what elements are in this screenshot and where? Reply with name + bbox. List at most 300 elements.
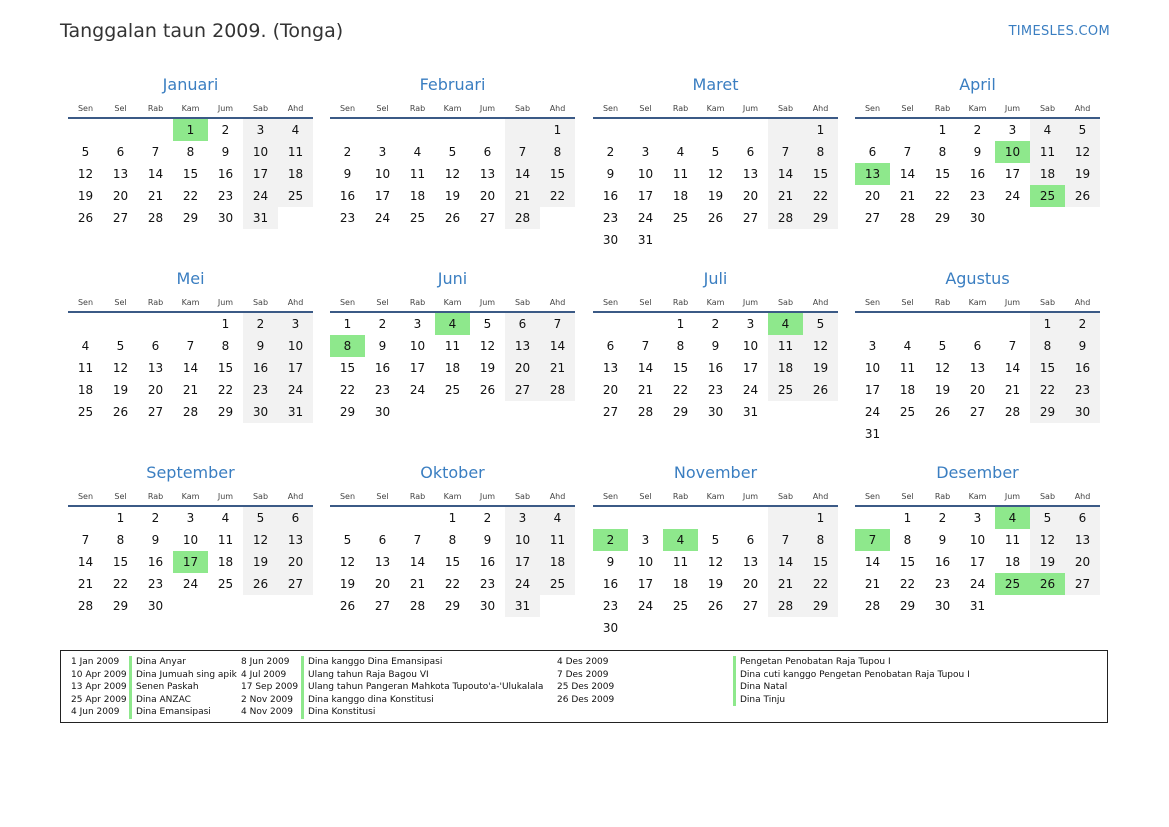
holiday-day-cell: 4 [435, 313, 470, 335]
legend-date: 2 Nov 2009 [241, 694, 293, 705]
day-cell: 20 [479, 189, 496, 203]
day-cell: 6 [746, 533, 755, 547]
week-row [593, 119, 838, 141]
day-cell: 17 [505, 551, 540, 573]
day-cell: 4 [221, 511, 230, 525]
empty-cell [173, 595, 208, 617]
weekday-label: Rab [672, 104, 689, 113]
day-cell: 9 [221, 145, 230, 159]
day-cell: 4 [413, 145, 422, 159]
day-cell: 31 [864, 427, 881, 441]
day-cell: 8 [116, 533, 125, 547]
day-cell: 13 [147, 361, 164, 375]
weekday-label: Sel [639, 104, 652, 113]
legend-date: 4 Des 2009 [557, 657, 609, 667]
weekday-label: Jum [479, 298, 496, 307]
legend-date: 25 Apr 2009 [71, 694, 127, 705]
day-cell: 14 [182, 361, 199, 375]
day-cell: 23 [374, 383, 391, 397]
day-cell: 9 [973, 145, 982, 159]
empty-cell [1065, 423, 1100, 445]
empty-cell [68, 119, 103, 141]
weekday-label: Jum [742, 104, 759, 113]
day-cell: 25 [540, 573, 575, 595]
day-cell: 17 [969, 555, 986, 569]
day-cell: 6 [505, 313, 540, 335]
day-cell: 14 [899, 167, 916, 181]
day-cell: 27 [1065, 573, 1100, 595]
day-cell: 10 [278, 335, 313, 357]
day-cell: 20 [147, 383, 164, 397]
day-cell: 6 [116, 145, 125, 159]
weekday-label: Sab [514, 492, 531, 501]
empty-cell [173, 313, 208, 335]
day-cell: 6 [151, 339, 160, 353]
day-cell: 11 [278, 141, 313, 163]
weekday-label: Sen [864, 298, 881, 307]
day-cell: 5 [343, 533, 352, 547]
day-cell: 12 [339, 555, 356, 569]
weekday-label: Sel [639, 492, 652, 501]
day-cell: 21 [768, 573, 803, 595]
day-cell: 22 [672, 383, 689, 397]
empty-cell [365, 507, 400, 529]
weekday-label: Sel [639, 298, 652, 307]
day-cell: 20 [278, 551, 313, 573]
day-cell: 9 [1065, 335, 1100, 357]
day-cell: 16 [707, 361, 724, 375]
day-cell: 29 [339, 405, 356, 419]
day-cell: 8 [803, 141, 838, 163]
empty-cell [855, 313, 890, 335]
day-cell: 13 [742, 167, 759, 181]
legend-names-col3 [733, 656, 1070, 706]
day-cell: 13 [602, 361, 619, 375]
empty-cell [663, 507, 698, 529]
day-cell: 26 [339, 599, 356, 613]
day-cell: 30 [1065, 401, 1100, 423]
holiday-day-cell: 25 [995, 573, 1030, 595]
week-row [855, 507, 1100, 529]
empty-cell [628, 617, 663, 639]
day-cell: 27 [742, 211, 759, 225]
legend-holiday: Dina Natal [740, 682, 788, 693]
legend-dates-col3 [557, 656, 627, 706]
day-cell: 29 [934, 211, 951, 225]
weekday-label: Ahd [287, 492, 304, 501]
legend-date: 1 Jan 2009 [71, 657, 120, 667]
empty-cell [365, 119, 400, 141]
week-row [855, 423, 1100, 445]
week-row [68, 551, 313, 573]
legend-dates-col1 [71, 656, 131, 719]
day-cell: 28 [409, 599, 426, 613]
weekday-label: Kam [706, 492, 725, 501]
day-cell: 29 [444, 599, 461, 613]
day-cell: 4 [903, 339, 912, 353]
day-cell: 13 [742, 555, 759, 569]
day-cell: 28 [505, 207, 540, 229]
month-januari [68, 73, 313, 229]
legend-date: 8 Jun 2009 [241, 657, 290, 667]
day-cell: 16 [602, 189, 619, 203]
day-cell: 1 [938, 123, 947, 137]
day-cell: 4 [676, 145, 685, 159]
weekday-label: Jum [1004, 104, 1021, 113]
weekday-label: Sab [514, 104, 531, 113]
weekday-label: Sab [777, 298, 794, 307]
day-cell: 14 [409, 555, 426, 569]
month-juli [593, 267, 838, 423]
day-cell: 2 [938, 511, 947, 525]
day-cell: 12 [1030, 529, 1065, 551]
day-cell: 21 [1004, 383, 1021, 397]
legend-holiday: Dina Tinju [740, 694, 786, 705]
day-cell: 10 [969, 533, 986, 547]
day-cell: 17 [409, 361, 426, 375]
legend-names-col1 [129, 656, 236, 719]
day-cell: 19 [707, 189, 724, 203]
day-cell: 11 [1004, 533, 1021, 547]
weekday-label: Sen [77, 104, 94, 113]
week-row [855, 185, 1100, 207]
day-cell: 22 [934, 189, 951, 203]
day-cell: 10 [505, 529, 540, 551]
week-row [855, 379, 1100, 401]
day-cell: 8 [221, 339, 230, 353]
empty-cell [400, 507, 435, 529]
weekday-label: Kam [443, 104, 462, 113]
day-cell: 3 [641, 145, 650, 159]
weekday-label: Jum [1004, 298, 1021, 307]
day-cell: 12 [803, 335, 838, 357]
weekday-label: Sab [252, 104, 269, 113]
month-november [593, 461, 838, 639]
day-cell: 26 [243, 573, 278, 595]
week-row [855, 595, 1100, 617]
day-cell: 23 [969, 189, 986, 203]
day-cell: 19 [1065, 163, 1100, 185]
week-row [855, 551, 1100, 573]
week-row [330, 335, 575, 357]
day-cell: 27 [112, 211, 129, 225]
empty-cell [1065, 207, 1100, 229]
day-cell: 25 [77, 405, 94, 419]
empty-cell [1030, 595, 1065, 617]
day-cell: 5 [1065, 119, 1100, 141]
empty-cell [960, 423, 995, 445]
day-cell: 15 [672, 361, 689, 375]
empty-cell [733, 507, 768, 529]
holiday-legend [60, 650, 1108, 723]
empty-cell [768, 617, 803, 639]
weekday-header [855, 294, 1100, 311]
weekday-label: Sab [252, 298, 269, 307]
week-row [330, 595, 575, 617]
day-cell: 20 [602, 383, 619, 397]
day-cell: 10 [182, 533, 199, 547]
weekday-label: Kam [181, 298, 200, 307]
weekday-label: Sen [864, 104, 881, 113]
weekday-label: Sel [376, 492, 389, 501]
day-cell: 5 [938, 339, 947, 353]
day-cell: 19 [707, 577, 724, 591]
empty-cell [540, 207, 575, 229]
weekday-label: Ahd [549, 104, 566, 113]
weekday-label: Sen [339, 492, 356, 501]
weekday-label: Sel [376, 104, 389, 113]
day-cell: 13 [479, 167, 496, 181]
weekday-header [330, 100, 575, 117]
day-cell: 31 [278, 401, 313, 423]
day-cell: 15 [803, 551, 838, 573]
day-cell: 23 [147, 577, 164, 591]
weekday-label: Jum [742, 492, 759, 501]
day-cell: 21 [540, 357, 575, 379]
week-row [593, 357, 838, 379]
day-cell: 2 [243, 313, 278, 335]
day-cell: 3 [378, 145, 387, 159]
week-row [68, 379, 313, 401]
day-cell: 9 [378, 339, 387, 353]
legend-holiday: Dina kanggo dina Konstitusi [308, 694, 434, 705]
day-cell: 14 [147, 167, 164, 181]
weekday-label: Ahd [287, 104, 304, 113]
day-cell: 30 [374, 405, 391, 419]
day-cell: 10 [864, 361, 881, 375]
day-cell: 15 [112, 555, 129, 569]
day-cell: 1 [1030, 313, 1065, 335]
day-cell: 1 [540, 119, 575, 141]
weekday-label: Kam [706, 298, 725, 307]
empty-cell [1030, 423, 1065, 445]
month-desember [855, 461, 1100, 617]
day-cell: 11 [899, 361, 916, 375]
day-cell: 1 [676, 317, 685, 331]
week-row [68, 185, 313, 207]
week-row [330, 141, 575, 163]
day-cell: 18 [77, 383, 94, 397]
day-cell: 11 [444, 339, 461, 353]
day-cell: 20 [505, 357, 540, 379]
empty-cell [803, 229, 838, 251]
empty-cell [208, 595, 243, 617]
legend-holiday: Dina Konstitusi [308, 707, 376, 718]
day-cell: 26 [934, 405, 951, 419]
day-cell: 22 [182, 189, 199, 203]
week-row [593, 595, 838, 617]
day-cell: 27 [969, 405, 986, 419]
weekday-label: Kam [443, 298, 462, 307]
day-cell: 1 [448, 511, 457, 525]
day-cell: 11 [672, 167, 689, 181]
day-cell: 20 [1065, 551, 1100, 573]
day-cell: 8 [540, 141, 575, 163]
day-cell: 16 [147, 555, 164, 569]
day-cell: 19 [479, 361, 496, 375]
week-row [330, 551, 575, 573]
day-cell: 28 [899, 211, 916, 225]
empty-cell [733, 119, 768, 141]
day-cell: 30 [217, 211, 234, 225]
day-cell: 10 [637, 167, 654, 181]
empty-cell [803, 401, 838, 423]
week-row [68, 573, 313, 595]
empty-cell [890, 313, 925, 335]
empty-cell [698, 119, 733, 141]
day-cell: 28 [637, 405, 654, 419]
day-cell: 14 [768, 551, 803, 573]
weekday-label: Kam [181, 492, 200, 501]
day-cell: 16 [479, 555, 496, 569]
weekday-label: Rab [409, 104, 426, 113]
day-cell: 4 [1030, 119, 1065, 141]
day-cell: 14 [540, 335, 575, 357]
weekday-label: Kam [443, 492, 462, 501]
site-link[interactable]: TIMESLES.COM [1008, 24, 1110, 39]
day-cell: 7 [903, 145, 912, 159]
weekday-label: Sab [514, 298, 531, 307]
week-row [593, 313, 838, 335]
day-cell: 26 [707, 599, 724, 613]
day-cell: 5 [711, 533, 720, 547]
day-cell: 3 [413, 317, 422, 331]
day-cell: 24 [278, 379, 313, 401]
weekday-label: Rab [409, 298, 426, 307]
empty-cell [400, 119, 435, 141]
day-cell: 2 [1065, 313, 1100, 335]
day-cell: 18 [768, 357, 803, 379]
day-cell: 27 [505, 379, 540, 401]
empty-cell [628, 119, 663, 141]
week-row [330, 357, 575, 379]
day-cell: 29 [899, 599, 916, 613]
day-cell: 6 [1065, 507, 1100, 529]
weekday-label: Ahd [287, 298, 304, 307]
day-cell: 15 [1030, 357, 1065, 379]
weekday-label: Jum [217, 298, 234, 307]
month-name: Februari [419, 75, 486, 94]
day-cell: 7 [186, 339, 195, 353]
day-cell: 22 [803, 185, 838, 207]
empty-cell [138, 313, 173, 335]
day-cell: 28 [147, 211, 164, 225]
day-cell: 16 [243, 357, 278, 379]
day-cell: 26 [77, 211, 94, 225]
day-cell: 11 [672, 555, 689, 569]
legend-holiday: Senen Paskah [136, 682, 199, 693]
day-cell: 9 [606, 167, 615, 181]
day-cell: 9 [938, 533, 947, 547]
empty-cell [593, 313, 628, 335]
day-cell: 29 [182, 211, 199, 225]
day-cell: 17 [278, 357, 313, 379]
week-row [593, 507, 838, 529]
day-cell: 30 [707, 405, 724, 419]
empty-cell [593, 507, 628, 529]
day-cell: 17 [637, 577, 654, 591]
day-cell: 30 [934, 599, 951, 613]
day-cell: 16 [969, 167, 986, 181]
empty-cell [330, 119, 365, 141]
day-cell: 9 [151, 533, 160, 547]
day-cell: 18 [1004, 555, 1021, 569]
legend-holiday: Dina Jumuah sing apik [136, 669, 237, 680]
holiday-day-cell: 17 [173, 551, 208, 573]
empty-cell [103, 313, 138, 335]
day-cell: 21 [864, 577, 881, 591]
day-cell: 25 [672, 211, 689, 225]
empty-cell [855, 507, 890, 529]
day-cell: 3 [243, 119, 278, 141]
day-cell: 19 [934, 383, 951, 397]
day-cell: 26 [803, 379, 838, 401]
day-cell: 1 [116, 511, 125, 525]
day-cell: 31 [969, 599, 986, 613]
day-cell: 22 [112, 577, 129, 591]
day-cell: 26 [444, 211, 461, 225]
weekday-label: Jum [1004, 492, 1021, 501]
day-cell: 3 [746, 317, 755, 331]
week-row [855, 163, 1100, 185]
empty-cell [768, 507, 803, 529]
empty-cell [698, 507, 733, 529]
holiday-day-cell: 10 [995, 141, 1030, 163]
day-cell: 7 [413, 533, 422, 547]
week-row [68, 207, 313, 229]
day-cell: 24 [374, 211, 391, 225]
day-cell: 22 [217, 383, 234, 397]
weekday-label: Sel [114, 492, 127, 501]
day-cell: 18 [672, 577, 689, 591]
day-cell: 11 [217, 533, 234, 547]
day-cell: 5 [1030, 507, 1065, 529]
day-cell: 6 [868, 145, 877, 159]
empty-cell [803, 617, 838, 639]
day-cell: 12 [243, 529, 278, 551]
day-cell: 19 [444, 189, 461, 203]
day-cell: 18 [409, 189, 426, 203]
day-cell: 12 [444, 167, 461, 181]
month-juni [330, 267, 575, 423]
weekday-label: Ahd [812, 492, 829, 501]
day-cell: 26 [479, 383, 496, 397]
day-cell: 5 [243, 507, 278, 529]
day-cell: 21 [637, 383, 654, 397]
weekday-label: Sen [77, 298, 94, 307]
day-cell: 28 [540, 379, 575, 401]
day-cell: 3 [278, 313, 313, 335]
weekday-label: Rab [147, 104, 164, 113]
day-cell: 30 [969, 211, 986, 225]
day-cell: 15 [540, 163, 575, 185]
weekday-label: Sen [602, 492, 619, 501]
day-cell: 19 [803, 357, 838, 379]
day-cell: 27 [278, 573, 313, 595]
day-cell: 12 [934, 361, 951, 375]
legend-date: 4 Jun 2009 [71, 707, 120, 718]
day-cell: 2 [711, 317, 720, 331]
day-cell: 24 [637, 599, 654, 613]
day-cell: 4 [81, 339, 90, 353]
day-cell: 28 [77, 599, 94, 613]
day-cell: 26 [1065, 185, 1100, 207]
day-cell: 18 [672, 189, 689, 203]
day-cell: 24 [742, 383, 759, 397]
empty-cell [278, 207, 313, 229]
weekday-label: Kam [968, 298, 987, 307]
weekday-label: Jum [217, 492, 234, 501]
